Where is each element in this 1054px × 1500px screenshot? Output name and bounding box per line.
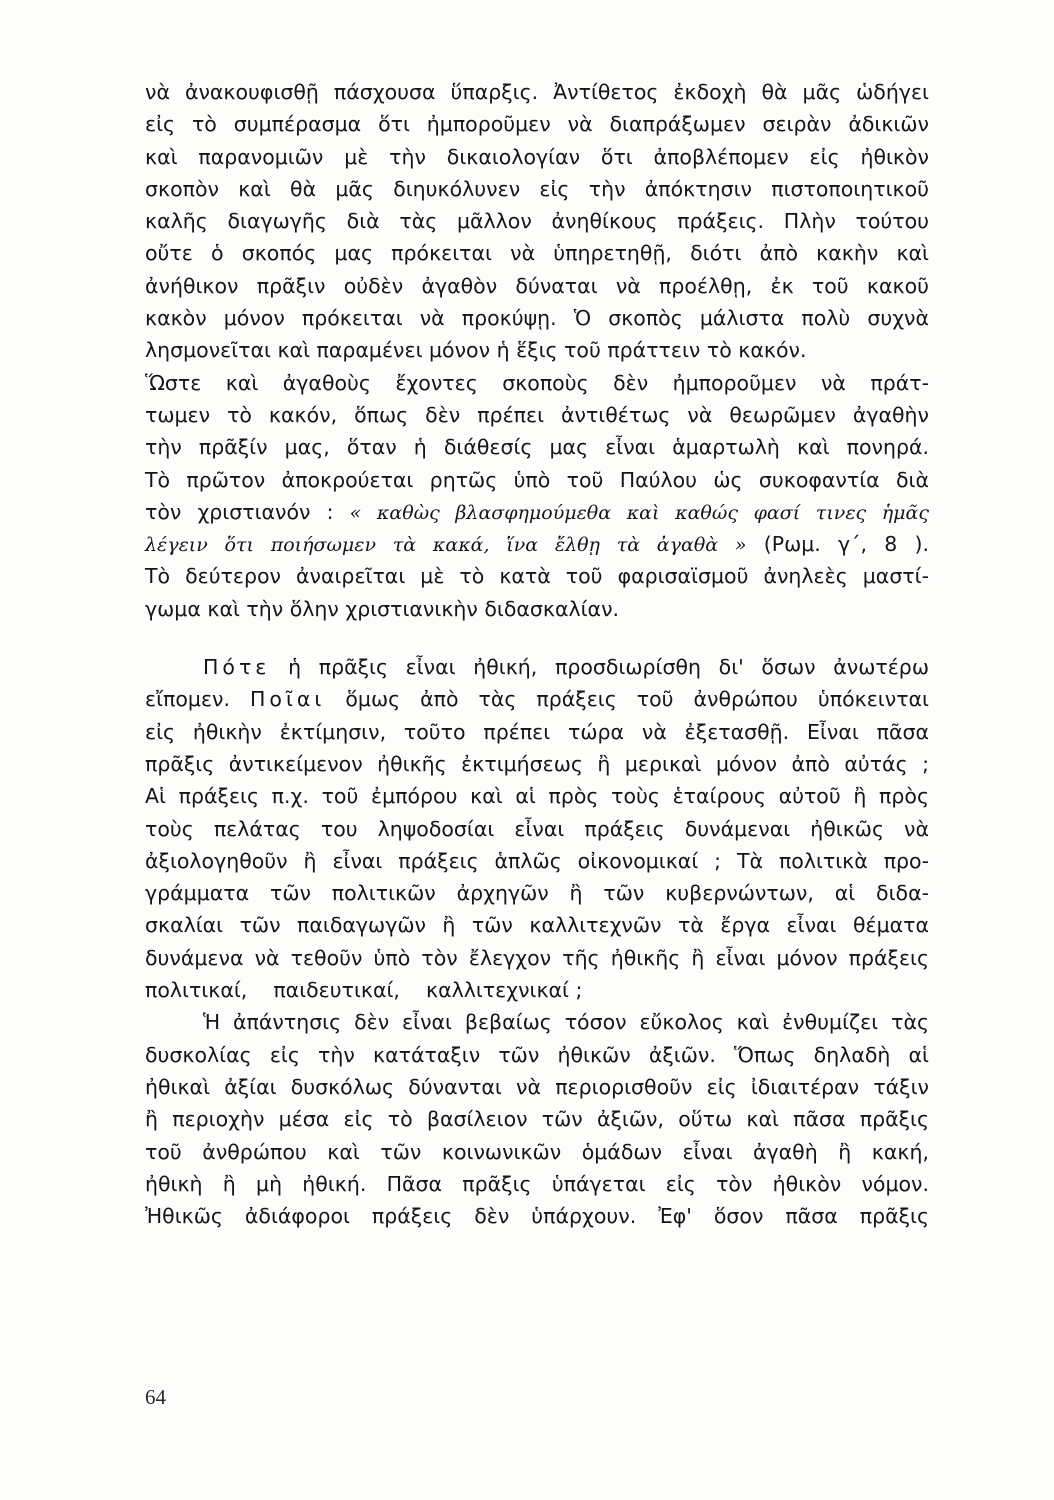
text-line: Τὸ πρῶτον ἀποκρούεται ρητῶς ὑπὸ τοῦ Παύλου ὡς συκοφαντία διὰ — [145, 467, 929, 492]
text-line: τοῦ ἀνθρώπου καὶ τῶν κοινωνικῶν ὁμάδων εἶναι ἀγαθὴ ἢ κακή, — [145, 1139, 929, 1164]
page-body-text — [145, 76, 929, 1232]
text-line — [145, 683, 929, 715]
text-line: σκοπὸν καὶ θὰ μᾶς διηυκόλυνεν εἰς τὴν ἀπόκτησιν πιστοποιητικοῦ — [145, 176, 929, 201]
text-line: πρᾶξις ἀντικείμενον ἠθικῆς ἐκτιμήσεως ἢ μερικαὶ μόνον ἀπὸ αὐτάς ; — [145, 751, 929, 776]
text-line: γωμα καὶ τὴν ὅλην χριστιανικὴν διδασκαλίαν. — [145, 596, 620, 621]
text-line: Τὸ δεύτερον ἀναιρεῖται μὲ τὸ κατὰ τοῦ φαρισαϊσμοῦ ἀνηλεὲς μαστί- — [145, 564, 929, 589]
text-line: πολιτικαί, παιδευτικαί, καλλιτεχνικαί ; — [145, 978, 583, 1003]
text-line: Αἱ πράξεις π.χ. τοῦ ἐμπόρου καὶ αἱ πρὸς τοὺς ἑταίρους αὐτοῦ ἢ πρὸς — [145, 784, 929, 809]
text-line: λησμονεῖται καὶ παραμένει μόνον ἡ ἕξις τοῦ πράττειν τὸ κακόν. — [145, 338, 807, 363]
emphasized-word: Πότε — [203, 655, 271, 680]
text-line: εἰς τὸ συμπέρασμα ὅτι ἠμποροῦμεν νὰ διαπράξωμεν σειρὰν ἀδικιῶν — [145, 112, 929, 137]
text-line: Ἠθικῶς ἀδιάφοροι πράξεις δὲν ὑπάρχουν. Ἐφ' ὅσον πᾶσα πρᾶξις — [145, 1204, 929, 1229]
text-segment: ὅμως ἀπὸ τὰς πράξεις τοῦ ἀνθρώπου ὑπόκεινται — [345, 687, 929, 712]
text-line: ἠθικὴ ἢ μὴ ἠθική. Πᾶσα πρᾶξις ὑπάγεται εἰς τὸν ἠθικὸν νόμον. — [145, 1171, 929, 1196]
text-line: δυσκολίας εἰς τὴν κατάταξιν τῶν ἠθικῶν ἀξιῶν. Ὅπως δηλαδὴ αἱ — [145, 1042, 929, 1067]
text-line: καλῆς διαγωγῆς διὰ τὰς μᾶλλον ἀνηθίκους πράξεις. Πλὴν τούτου — [145, 209, 929, 234]
text-line — [145, 528, 929, 560]
text-segment: τὸν χριστιανόν : — [145, 499, 334, 524]
text-line — [145, 496, 929, 528]
text-line: νὰ ἀνακουφισθῇ πάσχουσα ὕπαρξις. Ἀντίθετος ἐκδοχὴ θὰ μᾶς ὡδήγει — [145, 80, 929, 104]
text-line: δυνάμενα νὰ τεθοῦν ὑπὸ τὸν ἔλεγχον τῆς ἠθικῆς ἢ εἶναι μόνον πράξεις — [145, 945, 929, 970]
page-number: 64 — [145, 1385, 166, 1409]
text-line: ἠθικαὶ ἀξίαι δυσκόλως δύνανται νὰ περιορισθοῦν εἰς ἰδιαιτέραν τάξιν — [145, 1074, 929, 1099]
scripture-quote: λέγειν ὅτι ποιήσωμεν τὰ κακά, ἵνα ἔλθῃ τὰ ἀγαθὰ » — [145, 534, 747, 557]
text-line: σκαλίαι τῶν παιδαγωγῶν ἢ τῶν καλλιτεχνῶν τὰ ἔργα εἶναι θέματα — [145, 913, 929, 938]
text-line: ἢ περιοχὴν μέσα εἰς τὸ βασίλειον τῶν ἀξιῶν, οὕτω καὶ πᾶσα πρᾶξις — [145, 1107, 929, 1132]
text-line: καὶ παρανομιῶν μὲ τὴν δικαιολογίαν ὅτι ἀποβλέπομεν εἰς ἠθικὸν — [145, 144, 929, 169]
text-line: Ὥστε καὶ ἀγαθοὺς ἔχοντες σκοποὺς δὲν ἠμποροῦμεν νὰ πράτ- — [145, 370, 929, 395]
text-line: γράμματα τῶν πολιτικῶν ἀρχηγῶν ἢ τῶν κυβερνώντων, αἱ διδα- — [145, 881, 929, 906]
text-line: εἰς ἠθικὴν ἐκτίμησιν, τοῦτο πρέπει τώρα νὰ ἐξετασθῇ. Εἶναι πᾶσα — [145, 719, 929, 744]
text-line: τωμεν τὸ κακόν, ὅπως δὲν πρέπει ἀντιθέτως νὰ θεωρῶμεν ἀγαθὴν — [145, 402, 929, 427]
text-line: κακὸν μόνον πρόκειται νὰ προκύψῃ. Ὁ σκοπὸς μάλιστα πολὺ συχνὰ — [145, 306, 929, 331]
text-line: τὴν πρᾶξίν μας, ὅταν ἡ διάθεσίς μας εἶναι ἁμαρτωλὴ καὶ πονηρά. — [145, 435, 929, 460]
paragraph-gap — [145, 625, 929, 651]
text-line — [145, 651, 929, 683]
emphasized-word: Ποῖαι — [250, 687, 326, 712]
text-segment: ἡ πρᾶξις εἶναι ἠθική, προσδιωρίσθη δι' ὅσων ἀνωτέρω — [288, 655, 929, 680]
text-line: οὔτε ὁ σκοπός μας πρόκειται νὰ ὑπηρετηθῇ, διότι ἀπὸ κακὴν καὶ — [145, 241, 929, 266]
text-line: ἀξιολογηθοῦν ἢ εἶναι πράξεις ἁπλῶς οἰκονομικαί ; Τὰ πολιτικὰ προ- — [145, 848, 929, 873]
scripture-quote: « καθὼς βλασφημούμεθα καὶ καθώς φασί τινες ἡμᾶς — [349, 501, 929, 524]
text-line: Ἡ ἀπάντησις δὲν εἶναι βεβαίως τόσον εὔκολος καὶ ἐνθυμίζει τὰς — [203, 1010, 929, 1035]
text-segment: εἴπομεν. — [145, 687, 230, 712]
text-line: τοὺς πελάτας του ληψοδοσίαι εἶναι πράξεις δυνάμεναι ἠθικῶς νὰ — [145, 816, 929, 841]
scripture-reference: (Ρωμ. γ΄, 8 ). — [763, 532, 929, 557]
text-line: ἀνήθικον πρᾶξιν οὐδὲν ἀγαθὸν δύναται νὰ προέλθῃ, ἐκ τοῦ κακοῦ — [145, 273, 929, 298]
